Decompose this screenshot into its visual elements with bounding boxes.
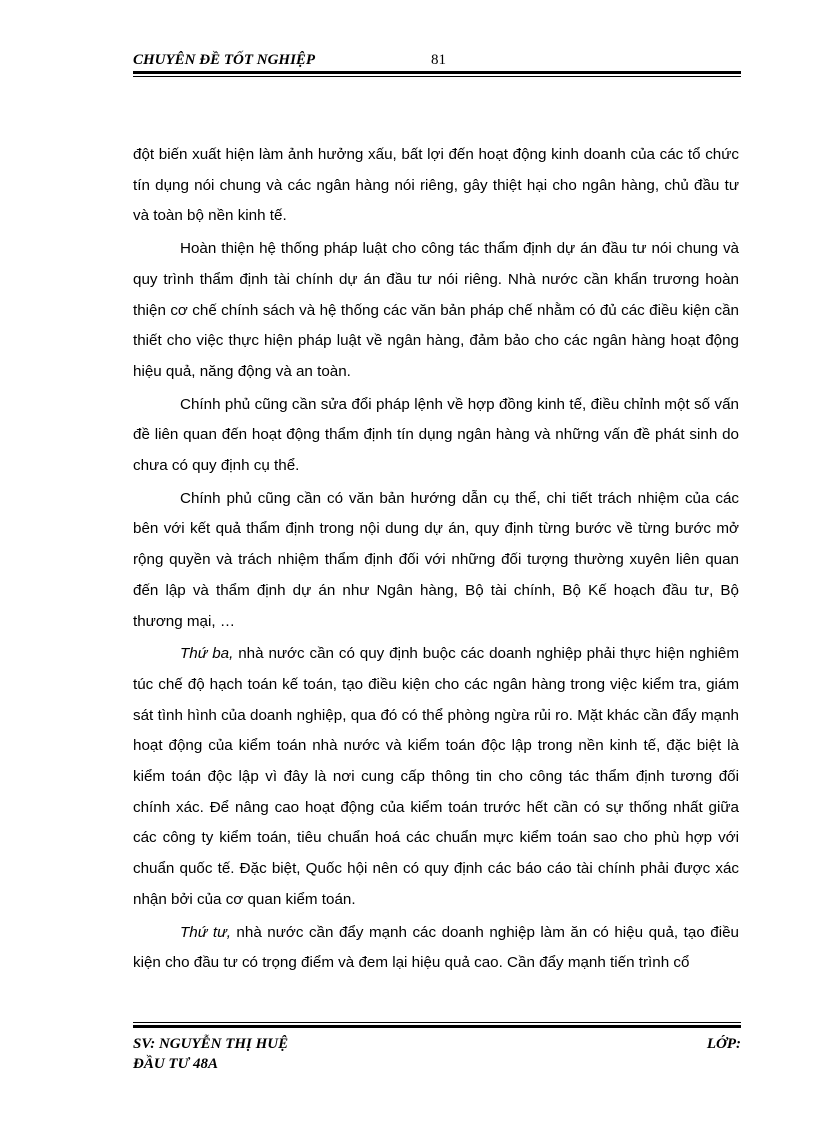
paragraph-6-text: nhà nước cần đẩy mạnh các doanh nghiệp làm ăn có hiệu quả, tạo điều kiện cho đầu tư có trọng điểm và đem lại hiệu quả cao. Cần đẩy mạnh tiến trình cổ (133, 923, 739, 972)
class-label: LỚP: (706, 1036, 741, 1052)
body-text (133, 140, 739, 981)
paragraph-4: Chính phủ cũng cần có văn bản hướng dẫn cụ thể, chi tiết trách nhiệm của các bên với kết quả thẩm định trong nội dung dự án, quy định từng bước về từng bước mở rộng quyền và trách nhiệm thẩm định đối với những đối tượng thường xuyên liên quan đến lập và thẩm định dự án như Ngân hàng, Bộ tài chính, Bộ Kế hoạch đầu tư, Bộ thương mại, … (133, 489, 739, 630)
paragraph-1: đột biến xuất hiện làm ảnh hưởng xấu, bất lợi đến hoạt động kinh doanh của các tổ chức tín dụng nói chung và các ngân hàng nói riêng, gây thiệt hại cho ngân hàng, chủ đầu tư và toàn bộ nền kinh tế. (133, 146, 739, 225)
paragraph-3: Chính phủ cũng cần sửa đổi pháp lệnh về hợp đồng kinh tế, điều chỉnh một số vấn đề liên quan đến hoạt động thẩm định tín dụng ngân hàng và những vấn đề phát sinh do chưa có quy định cụ thể. (133, 395, 739, 475)
page-number: 81 (431, 52, 446, 68)
paragraph-6 (133, 918, 739, 979)
paragraph-5 (133, 639, 739, 915)
paragraph-6-lead: Thứ tư, (180, 923, 231, 941)
paragraph-2: Hoàn thiện hệ thống pháp luật cho công tác thẩm định dự án đầu tư nói chung và quy trình thẩm định tài chính dự án đầu tư nói riêng. Nhà nước cần khẩn trương hoàn thiện cơ chế chính sách và hệ thống các văn bản pháp chế nhằm có đủ các điều kiện cần thiết cho việc thực hiện pháp luật về ngân hàng, đảm bảo cho các ngân hàng hoạt động hiệu quả, năng động và an toàn. (133, 240, 739, 380)
paragraph-5-lead: Thứ ba, (180, 645, 234, 663)
header-rule-thick (133, 71, 741, 74)
student-name: SV: NGUYỄN THỊ HUỆ (133, 1036, 289, 1052)
header-rule-thin (133, 76, 741, 77)
paragraph-5-text: nhà nước cần có quy định buộc các doanh nghiệp phải thực hiện nghiêm túc chế độ hạch toán kế toán, tạo điều kiện cho các ngân hàng trong việc kiểm tra, giám sát tình hình của doanh nghiệp, qua đó có thể phòng ngừa rủi ro. Mặt khác cần đẩy mạnh hoạt động của kiểm toán nhà nước và kiểm toán độc lập trong nền kinh tế, đặc biệt là kiểm toán độc lập vì đây là nơi cung cấp thông tin cho công tác thẩm định tương đối chính xác. Để nâng cao hoạt động của kiểm toán trước hết cần có sự thống nhất giữa các công ty kiểm toán, tiêu chuẩn hoá các chuẩn mực kiểm toán sao cho phù hợp với chuẩn quốc tế. Đặc biệt, Quốc hội nên có quy định các báo cáo tài chính phải được xác nhận bởi của cơ quan kiểm toán. (133, 645, 739, 908)
page-header (133, 50, 741, 76)
footer-rule-thick (133, 1025, 741, 1028)
footer-rule-thin (133, 1022, 741, 1023)
class-value: ĐẦU TƯ 48A (133, 1056, 218, 1072)
document-title: CHUYÊN ĐỀ TỐT NGHIỆP (133, 52, 316, 68)
